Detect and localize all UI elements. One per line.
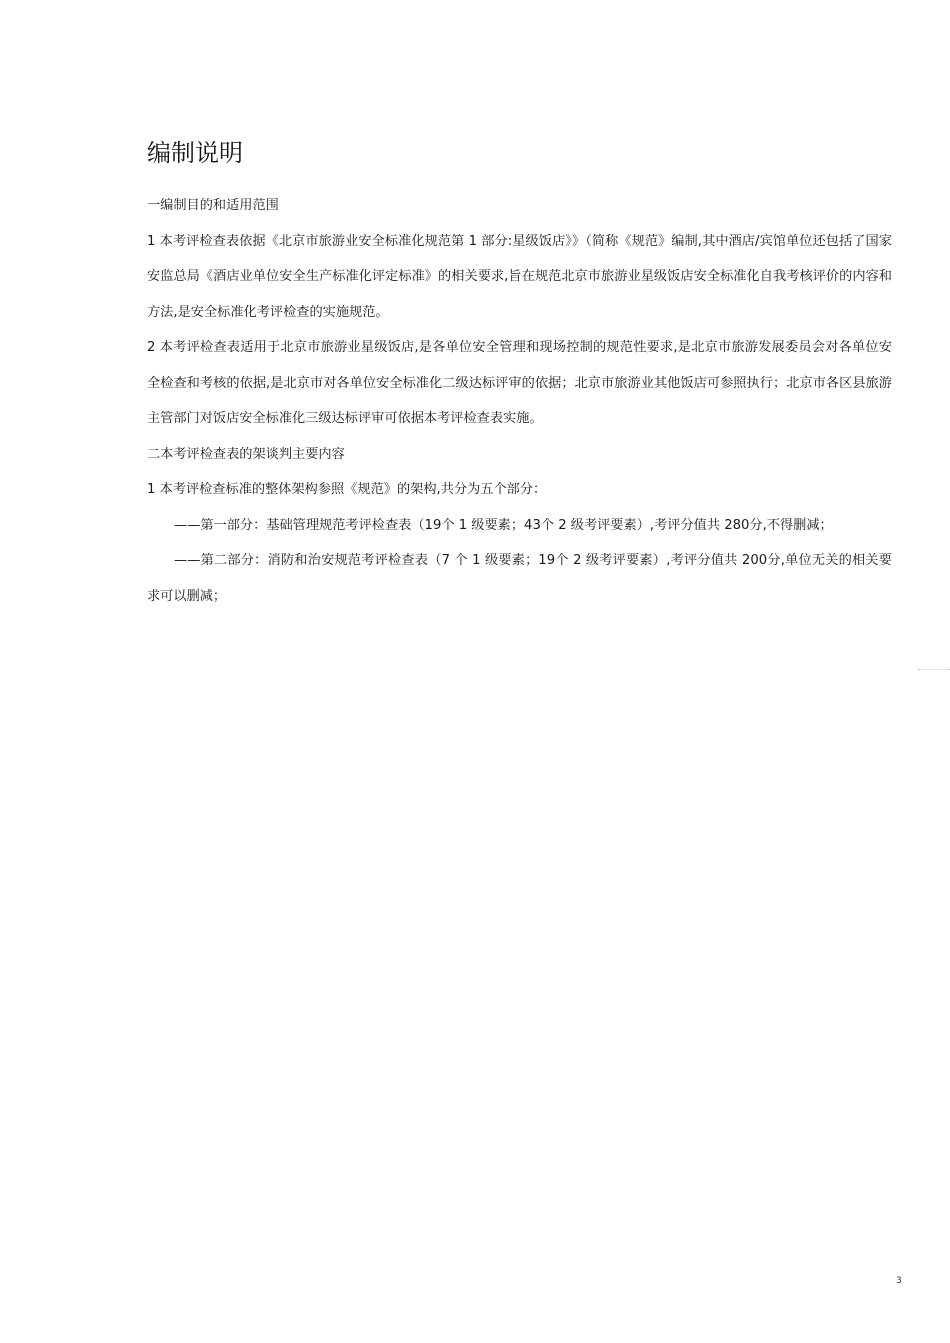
section-heading-1: 一编制目的和适用范围 (147, 198, 279, 213)
document-body (147, 188, 892, 614)
section-heading-2: 二本考评检查表的架谈判主要内容 (147, 446, 345, 462)
list-item-part-1: ——第一部分：基础管理规范考评检查表（19个 1 级要素；43个 2 级考评要素）,考评分值共 280分,不得删减； (174, 517, 833, 533)
paragraph-3: 1 本考评检查标准的整体架构参照《规范》的架构,共分为五个部分： (147, 482, 547, 497)
paragraph-1: 1 本考评检查表依据《北京市旅游业安全标准化规范第 1 部分:星级饭店》》（简称《规范》编制,其中酒店/宾馆单位还包括了国家安监总局《酒店业单位安全生产标准化评定标准》的相关要求,旨在规范北京市旅游业星级饭店安全标准化自我考核评价的内容和方法,是安全标准化考评检查的实施规范。 (147, 233, 892, 320)
list-item-part-2: ——第二部分：消防和治安规范考评检查表（7 个 1 级要素；19个 2 级考评要素）,考评分值共 200分,单位无关的相关要求可以删减； (147, 553, 892, 604)
margin-dotted-mark (918, 669, 950, 670)
document-title: 编制说明 (147, 139, 243, 167)
page-number: 3 (896, 1276, 902, 1286)
paragraph-2: 2 本考评检查表适用于北京市旅游业星级饭店,是各单位安全管理和现场控制的规范性要求,是北京市旅游发展委员会对各单位安全检查和考核的依据,是北京市对各单位安全标准化二级达标评审的依据；北京市旅游业其他饭店可参照执行；北京市各区县旅游主管部门对饭店安全标准化三级达标评审可依据本考评检查表实施。 (147, 340, 892, 426)
